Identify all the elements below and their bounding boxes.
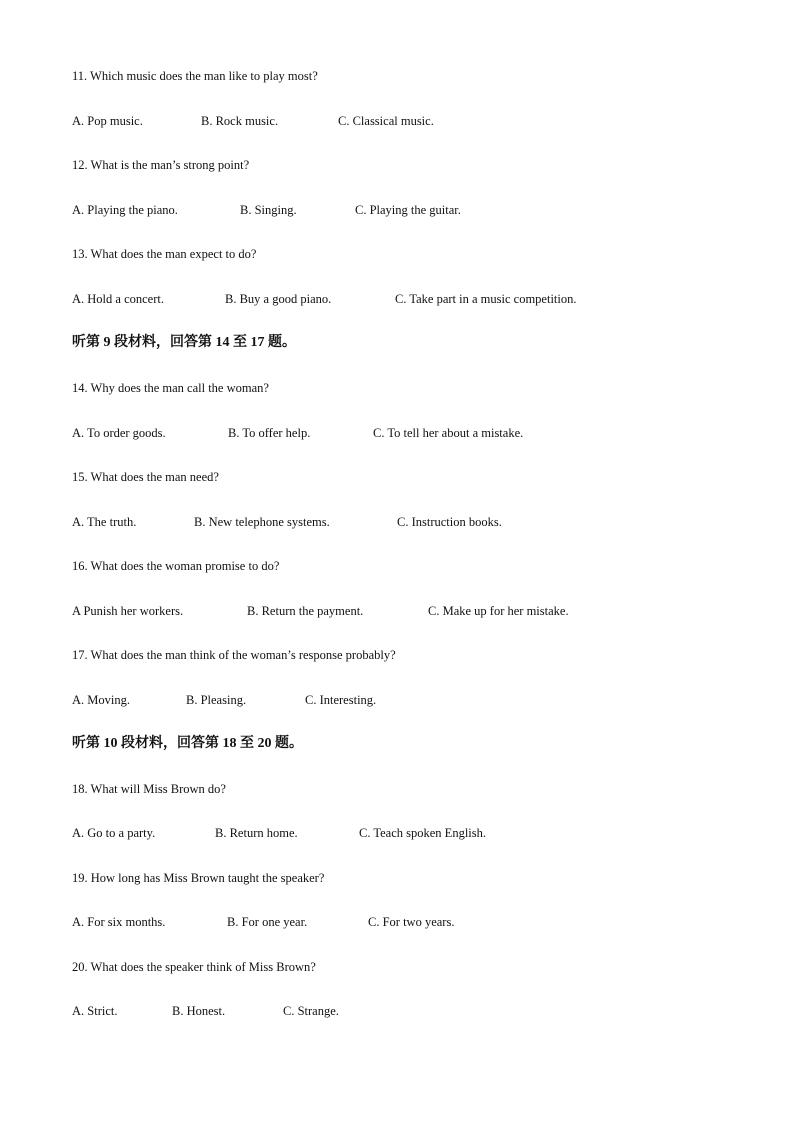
option-b: B. Rock music. (201, 114, 279, 128)
option-c: C. Strange. (283, 1004, 339, 1018)
question-13: 13. What does the man expect to do? (72, 247, 257, 261)
question-18: 18. What will Miss Brown do? (72, 782, 226, 796)
option-c: C. For two years. (368, 915, 455, 929)
option-a: A. Moving. (72, 693, 130, 707)
option-b: B. Return the payment. (247, 604, 364, 618)
option-b: B. Buy a good piano. (225, 292, 332, 306)
option-a: A. Pop music. (72, 114, 143, 128)
option-c: C. To tell her about a mistake. (373, 426, 524, 440)
option-a: A Punish her workers. (72, 604, 184, 618)
option-a: A. Hold a concert. (72, 292, 164, 306)
section-heading-9: 听第 9 段材料，回答第 14 至 17 题。 (72, 335, 296, 350)
option-c: C. Playing the guitar. (355, 203, 461, 217)
option-c: C. Instruction books. (397, 515, 502, 529)
question-15: 15. What does the man need? (72, 470, 219, 484)
question-20: 20. What does the speaker think of Miss Brown? (72, 960, 316, 974)
option-c: C. Classical music. (338, 114, 434, 128)
option-b: B. Return home. (215, 826, 298, 840)
option-a: A. Strict. (72, 1004, 118, 1018)
option-c: C. Take part in a music competition. (395, 292, 577, 306)
option-a: A. The truth. (72, 515, 137, 529)
question-11: 11. Which music does the man like to play most? (72, 69, 318, 83)
question-12: 12. What is the man’s strong point? (72, 158, 250, 172)
option-a: A. For six months. (72, 915, 166, 929)
option-b: B. New telephone systems. (194, 515, 330, 529)
option-c: C. Interesting. (305, 693, 377, 707)
question-16: 16. What does the woman promise to do? (72, 559, 280, 573)
option-a: A. Go to a party. (72, 826, 156, 840)
question-17: 17. What does the man think of the woman’s response probably? (72, 648, 396, 662)
question-14: 14. Why does the man call the woman? (72, 381, 269, 395)
option-a: A. Playing the piano. (72, 203, 178, 217)
section-heading-10: 听第 10 段材料，回答第 18 至 20 题。 (72, 736, 303, 751)
question-19: 19. How long has Miss Brown taught the speaker? (72, 871, 325, 885)
option-c: C. Make up for her mistake. (428, 604, 569, 618)
option-b: B. For one year. (227, 915, 308, 929)
option-a: A. To order goods. (72, 426, 166, 440)
option-b: B. Singing. (240, 203, 297, 217)
option-b: B. Pleasing. (186, 693, 247, 707)
option-b: B. Honest. (172, 1004, 226, 1018)
option-c: C. Teach spoken English. (359, 826, 487, 840)
option-b: B. To offer help. (228, 426, 311, 440)
